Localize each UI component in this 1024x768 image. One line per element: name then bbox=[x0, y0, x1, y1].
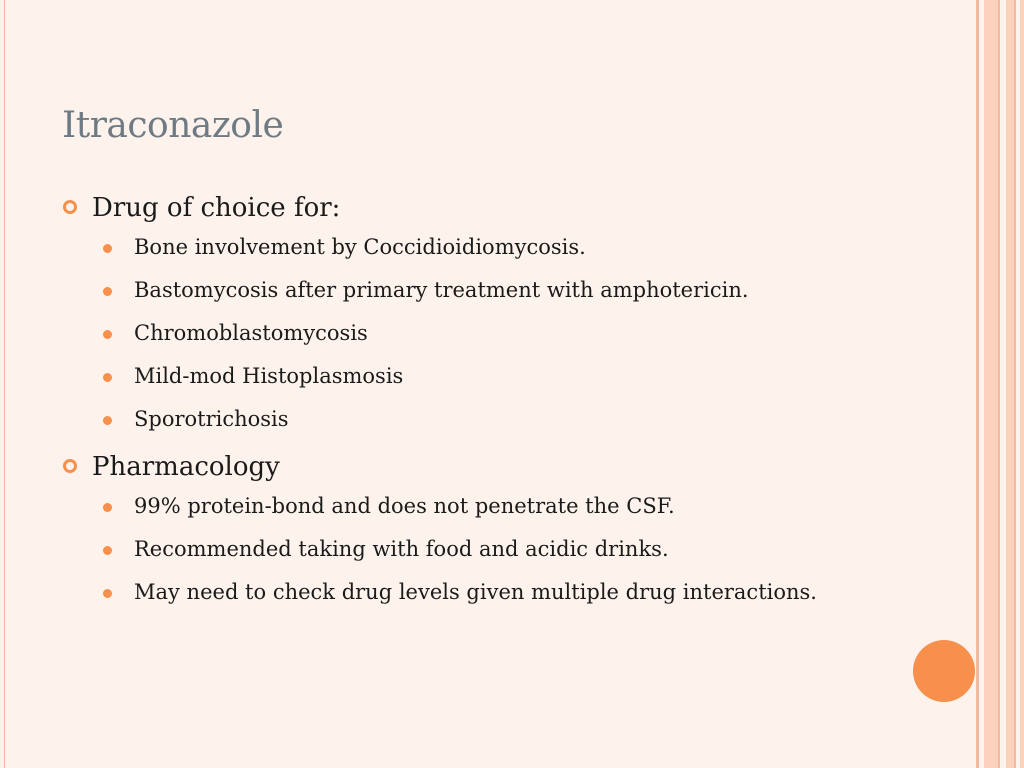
list-item bbox=[62, 230, 852, 265]
section-heading-text: Drug of choice for: bbox=[92, 193, 341, 223]
list-item-text: Bastomycosis after primary treatment with amphotericin. bbox=[134, 278, 749, 302]
list-item bbox=[62, 489, 852, 524]
bullet-list bbox=[62, 230, 852, 437]
ring-bullet-icon bbox=[63, 200, 77, 214]
section-heading bbox=[62, 186, 852, 230]
dot-bullet-icon bbox=[103, 416, 112, 425]
list-item-text: Recommended taking with food and acidic drinks. bbox=[134, 537, 669, 561]
list-item bbox=[62, 575, 852, 610]
stripe bbox=[984, 0, 998, 768]
list-item-text: Chromoblastomycosis bbox=[134, 321, 368, 345]
list-item-text: Mild-mod Histoplasmosis bbox=[134, 364, 404, 388]
right-decorative-stripes bbox=[976, 0, 1024, 768]
list-item-text: May need to check drug levels given multiple drug interactions. bbox=[134, 580, 817, 604]
bullet-list bbox=[62, 489, 852, 610]
section-heading bbox=[62, 445, 852, 489]
dot-bullet-icon bbox=[103, 546, 112, 555]
list-item bbox=[62, 359, 852, 394]
dot-bullet-icon bbox=[103, 287, 112, 296]
list-item bbox=[62, 402, 852, 437]
left-border-line bbox=[4, 0, 5, 768]
list-item-text: Bone involvement by Coccidioidiomycosis. bbox=[134, 235, 586, 259]
section-heading-text: Pharmacology bbox=[92, 452, 280, 482]
slide-title: Itraconazole bbox=[62, 105, 284, 146]
list-item bbox=[62, 316, 852, 351]
stripe bbox=[998, 0, 1000, 768]
dot-bullet-icon bbox=[103, 330, 112, 339]
dot-bullet-icon bbox=[103, 503, 112, 512]
slide-content bbox=[62, 186, 852, 618]
dot-bullet-icon bbox=[103, 244, 112, 253]
ring-bullet-icon bbox=[63, 459, 77, 473]
stripe bbox=[1014, 0, 1016, 768]
stripe bbox=[1020, 0, 1024, 768]
dot-bullet-icon bbox=[103, 373, 112, 382]
decorative-circle bbox=[913, 640, 975, 702]
list-item bbox=[62, 273, 852, 308]
list-item-text: 99% protein-bond and does not penetrate the CSF. bbox=[134, 494, 675, 518]
stripe bbox=[1006, 0, 1014, 768]
dot-bullet-icon bbox=[103, 589, 112, 598]
stripe bbox=[976, 0, 979, 768]
list-item-text: Sporotrichosis bbox=[134, 407, 289, 431]
list-item bbox=[62, 532, 852, 567]
